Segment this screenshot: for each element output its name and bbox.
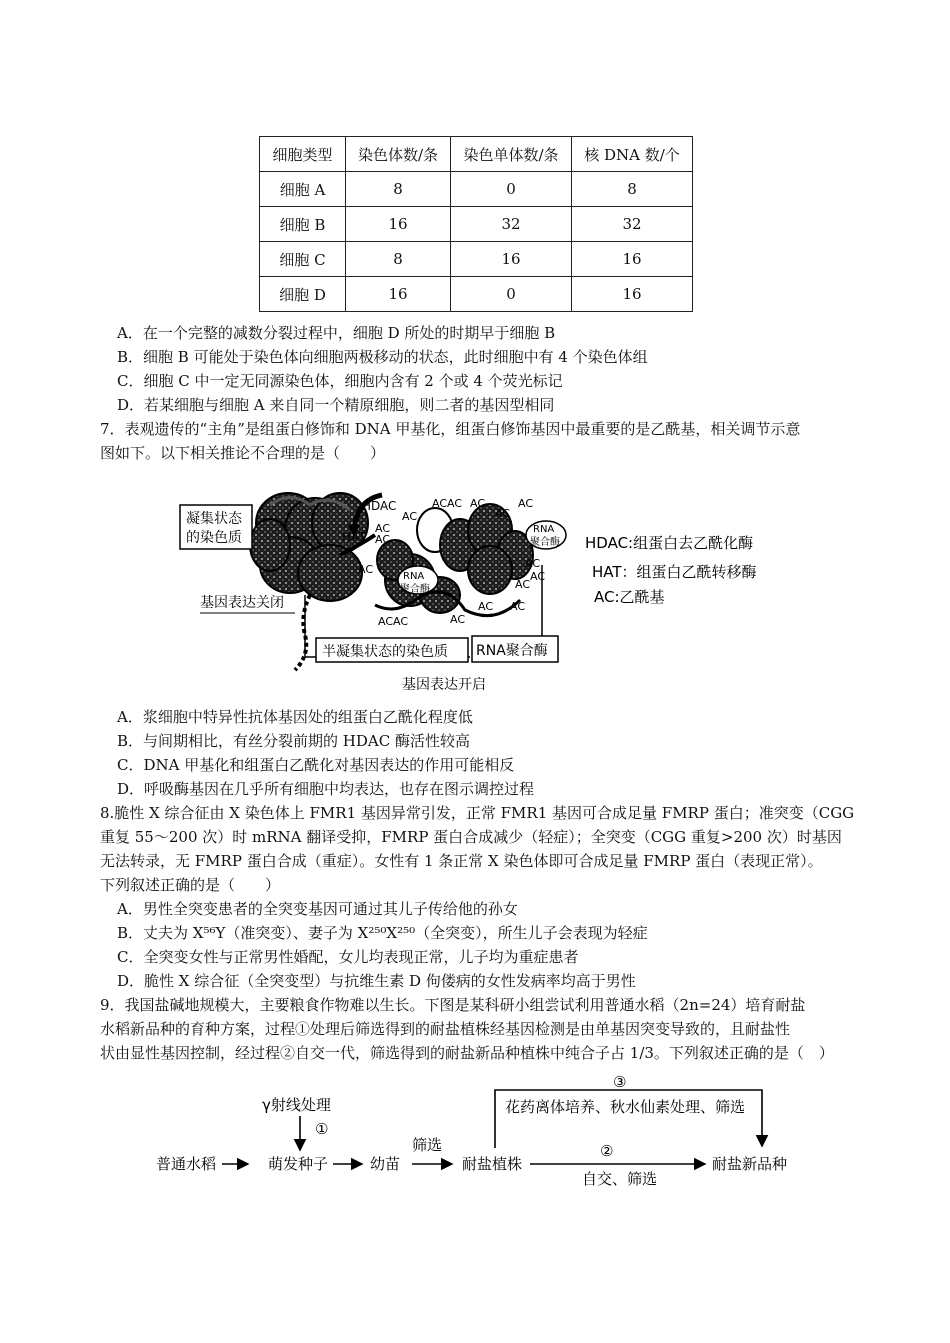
ac-tag: AC [375, 522, 391, 535]
legend-ac: AC:乙酰基 [594, 588, 665, 606]
table-row [260, 172, 693, 207]
node-new-variety: 耐盐新品种 [712, 1155, 788, 1173]
table-row [260, 207, 693, 242]
table-header: 染色单体数/条 [451, 137, 572, 172]
node-seedling: 幼苗 [370, 1155, 401, 1173]
legend-hat: HAT：组蛋白乙酰转移酶 [592, 563, 757, 581]
q8-stem-line: 下列叙述正确的是（ ） [100, 876, 281, 894]
breeding-flowchart [150, 1070, 810, 1190]
legend-hdac: HDAC:组蛋白去乙酰化酶 [585, 534, 754, 552]
q7-option-c: C．DNA 甲基化和组蛋白乙酰化对基因表达的作用可能相反 [117, 756, 515, 774]
table-cell: 32 [451, 207, 572, 242]
step-1-marker: ① [315, 1120, 329, 1138]
ac-tag: AC [525, 557, 541, 570]
ac-tag: AC [470, 497, 486, 510]
table-row [260, 242, 693, 277]
table-header: 核 DNA 数/个 [572, 137, 693, 172]
q7-option-b: B．与间期相比，有丝分裂前期的 HDAC 酶活性较高 [117, 732, 470, 750]
ac-tag: AC [375, 533, 391, 546]
table-cell: 16 [346, 277, 451, 312]
node-seeds: 萌发种子 [268, 1155, 329, 1173]
q8-option-d: D．脆性 X 综合征（全突变型）与抗维生素 D 佝偻病的女性发病率均高于男性 [117, 972, 636, 990]
q9-stem-line: 9．我国盐碱地规模大，主要粮食作物难以生长。下图是某科研小组尝试利用普通水稻（2n=24）培育耐盐 [100, 996, 806, 1014]
table-cell: 8 [572, 172, 693, 207]
table-row [260, 277, 693, 312]
node-salt-tolerant: 耐盐植株 [462, 1155, 523, 1173]
cell-table [259, 136, 693, 312]
hdac-label: HDAC [362, 499, 397, 513]
q7-option-a: A．浆细胞中特异性抗体基因处的组蛋白乙酰化程度低 [117, 708, 473, 726]
table-cell: 16 [346, 207, 451, 242]
condensed-label: 的染色质 [186, 530, 242, 546]
q7-option-d: D．呼吸酶基因在几乎所有细胞中均表达，也存在图示调控过程 [117, 780, 535, 798]
table-cell: 8 [346, 242, 451, 277]
rnapol-box-label: RNA聚合酶 [476, 643, 548, 659]
ac-tag: AC [510, 600, 526, 613]
gene-on-label: 基因表达开启 [402, 677, 486, 693]
table-cell: 16 [572, 277, 693, 312]
q9-stem-line: 状由显性基因控制，经过程②自交一代，筛选得到的耐盐新品种植株中纯合子占 1/3。下列叙述正确的是（ ） [100, 1044, 834, 1062]
table-header: 染色体数/条 [346, 137, 451, 172]
table-cell: 细胞 B [260, 207, 346, 242]
ac-tag: AC [478, 600, 494, 613]
ac-tag: AC [495, 507, 511, 520]
q8-stem-line: 8.脆性 X 综合征由 X 染色体上 FMR1 基因异常引发，正常 FMR1 基因可合成足量 FMRP 蛋白；准突变（CGG [100, 804, 855, 822]
table-cell: 0 [451, 172, 572, 207]
condensed-label: 凝集状态 [186, 511, 242, 527]
table-cell: 8 [346, 172, 451, 207]
ac-tag: AC [518, 497, 534, 510]
q6-option-d: D．若某细胞与细胞 A 来自同一个精原细胞，则二者的基因型相同 [117, 396, 555, 414]
ac-tag: AC [530, 570, 546, 583]
ac-tag: ACAC [432, 497, 463, 510]
ac-tag: ACAC [378, 615, 409, 628]
q6-option-b: B．细胞 B 可能处于染色体向细胞两极移动的状态，此时细胞中有 4 个染色体组 [117, 348, 648, 366]
route3-label: 花药离体培养、秋水仙素处理、筛选 [505, 1098, 746, 1116]
table-cell: 0 [451, 277, 572, 312]
table-cell: 16 [451, 242, 572, 277]
step-3-marker: ③ [613, 1073, 627, 1091]
ac-tag: AC [515, 578, 531, 591]
ac-tag: AC [402, 510, 418, 523]
self-label: 自交、筛选 [582, 1170, 658, 1188]
rna-pol-small-label: 聚合酶 [400, 584, 430, 595]
q8-option-c: C．全突变女性与正常男性婚配，女儿均表现正常，儿子均为重症患者 [117, 948, 579, 966]
semi-label: 半凝集状态的染色质 [322, 644, 448, 660]
rna-pol-small-label: 聚合酶 [530, 537, 560, 548]
rna-pol-small-label: RNA [403, 571, 425, 582]
hat-label: HAT [342, 530, 366, 544]
gene-off-label: 基因表达关闭 [200, 595, 284, 611]
gamma-label: γ射线处理 [262, 1096, 331, 1114]
q9-stem-line: 水稻新品种的育种方案，过程①处理后筛选得到的耐盐植株经基因检测是由单基因突变导致的，且耐盐性 [100, 1020, 791, 1038]
ac-tag: AC [450, 613, 466, 626]
table-header: 细胞类型 [260, 137, 346, 172]
chromatin-figure [170, 485, 790, 700]
q6-option-c: C．细胞 C 中一定无同源染色体，细胞内含有 2 个或 4 个荧光标记 [117, 372, 563, 390]
node-ordinary-rice: 普通水稻 [156, 1155, 217, 1173]
step-2-marker: ② [600, 1142, 614, 1160]
screen-label: 筛选 [412, 1136, 443, 1154]
q8-stem-line: 重复 55～200 次）时 mRNA 翻译受抑，FMRP 蛋白合成减少（轻症）；全突变（CGG 重复>200 次）时基因 [100, 828, 842, 846]
q8-stem-line: 无法转录，无 FMRP 蛋白合成（重症）。女性有 1 条正常 X 染色体即可合成足量 FMRP 蛋白（表现正常）。 [100, 852, 823, 870]
table-cell: 16 [572, 242, 693, 277]
q8-option-a: A．男性全突变患者的全突变基因可通过其儿子传给他的孙女 [117, 900, 518, 918]
q8-option-b: B．丈夫为 X⁵⁶Y（准突变）、妻子为 X²⁵⁰X²⁵⁰（全突变），所生儿子会表现为轻症 [117, 924, 648, 942]
open-chromatin [375, 504, 533, 616]
condensed-chromatin [250, 493, 368, 601]
table-cell: 细胞 D [260, 277, 346, 312]
table-cell: 细胞 A [260, 172, 346, 207]
ac-tag: AC [358, 563, 374, 576]
table-cell: 细胞 C [260, 242, 346, 277]
q7-stem-line: 7．表观遗传的“主角”是组蛋白修饰和 DNA 甲基化，组蛋白修饰基因中最重要的是乙酰基，相关调节示意 [100, 420, 801, 438]
table-header-row [260, 137, 693, 172]
table-cell: 32 [572, 207, 693, 242]
rna-pol-small-label: RNA [533, 524, 555, 535]
q7-stem-line: 图如下。以下相关推论不合理的是（ ） [100, 444, 386, 462]
q6-option-a: A．在一个完整的减数分裂过程中，细胞 D 所处的时期早于细胞 B [117, 324, 556, 342]
